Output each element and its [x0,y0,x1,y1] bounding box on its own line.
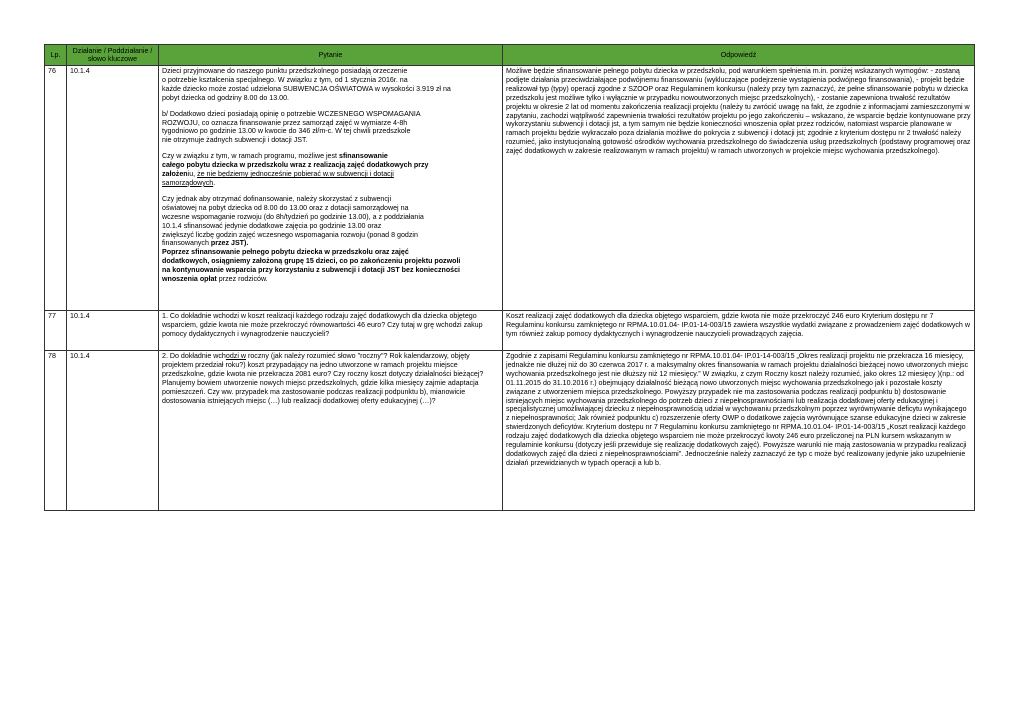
q-line: 10.1.4 sfinansować jedynie dodatkowe zajęcia po godzinie 13.00 oraz [162,221,382,230]
q-line: Poprzez sfinansowanie pełnego pobytu dziecka w przedszkolu oraz zajęć [162,248,409,257]
q-line: założeniu, że nie będziemy jednocześnie pobierać w.w subwencji i dotacji [162,170,394,179]
row-lp: 76 [45,66,67,311]
q-line: dodatkowych, osiągniemy założoną grupę 15 dzieci, co po zakończeniu projektu pozwoli [162,257,461,266]
q-line: wnoszenia opłat przez rodziców. [162,275,268,284]
row-lp: 78 [45,351,67,511]
row-code: 10.1.4 [67,351,159,511]
q-line: o potrzebie kształcenia specjalnego. W związku z tym, od 1 stycznia 2016r. na [162,75,408,84]
q-line: samorządowych. [162,178,216,187]
table-row [45,311,975,351]
q-line: Czy w związku z tym, w ramach programu, możliwe jest sfinansowanie [162,152,388,161]
table-row [45,66,975,311]
row-code: 10.1.4 [67,311,159,351]
q-line: wczesne wspomaganie rozwoju (do 8h/tydzień po godzinie 13.00), a z poddziałania [162,212,424,221]
row-question [159,66,503,311]
row-answer: Możliwe będzie sfinansowanie pełnego pobytu dziecka w przedszkolu, pod warunkiem spełnienia m.in. poniżej wskazanych wymogów: - zostaną podjęte działania przeciwdziałające podwójnemu finansowaniu (wykluczające podejrzenie wystąpienia podwójnego finansowania), - projekt będzie realizował typ (typy) operacji zgodne z SZOOP oraz Regulaminem konkursu (należy przy tym zaznaczyć, że pełne sfinansowanie pobytu w dziecka przedszkolu jest możliwe tylko i wyłącznie w przypadku nowoutworzonych miejsc przedszkolnych), - zostanie zapewniona trwałość rezultatów projektu w okresie 2 lat od momentu zakończenia realizacji projektu (należy tu zwrócić uwagę na fakt, że zgodnie z informacjami zamieszczonymi w zapytaniu, zachodzi wątpliwość zapewnienia trwałości rezultatów projektu po jego zakończeniu – wskazano, że wsparcie będzie kontynuowane przy wykorzystaniu subwencji i dotacji jst, a tym samym nie będzie konieczności wnoszenia opłat przez rodziców, natomiast wsparcie planowane w ramach projektu będzie wykraczało poza działania możliwe do pokrycia z subwencji i dotacji jst; zgodnie z kryterium dostępu nr 2 trwałość należy rozumieć, jako instytucjonalną gotowość ośrodków wychowania przedszkolnego do świadczenia usług przedszkolnych (podstawy programowej oraz zajęć dodatkowych w zakresie realizowanym w ramach projektu) w ramach utworzonych w projekcie miejsc wychowania przedszkolnego). [503,66,975,311]
row-question: 1. Co dokładnie wchodzi w koszt realizacji każdego rodzaju zajęć dodatkowych dla dziecka objętego wsparciem, gdzie kwota nie może przekroczyć równowartości 46 euro? Czy tutaj w grę wchodzi zakup pomocy dydaktycznych i wynagrodzenie nauczycieli? [159,311,503,351]
table-row [45,351,975,511]
q-line: Czy jednak aby otrzymać dofinansowanie, należy skorzystać z subwencji [162,194,392,203]
q-line: każde dziecko może zostać udzielona SUBWENCJA OŚWIATOWA w wysokości 3.919 zł na [162,84,451,93]
q-line: oświatowej na pobyt dziecka od 8.00 do 13.00 oraz z dotacji samorządowej na [162,203,409,212]
q-line: tygodniowo po godzinie 13.00 w kwocie do 346 zł/m-c. W tej chwili przedszkole [162,127,411,136]
q-line: finansowanych przez JST). [162,239,249,248]
q-line: nie otrzymuje żadnych subwencji i dotacji JST. [162,136,308,145]
header-lp: Lp. [45,45,67,66]
header-question: Pytanie [159,45,503,66]
q-line: pobyt dziecka od godziny 8.00 do 13.00. [162,93,289,102]
row-code: 10.1.4 [67,66,159,311]
row-answer: Koszt realizacji zajęć dodatkowych dla dziecka objętego wsparciem, gdzie kwota nie może przekroczyć 246 euro Kryterium dostępu nr 7 Regulaminu konkursu zamkniętego nr RPMA.10.01.04- IP.01-14-003/15 zawiera wszystkie wydatki związane z prowadzeniem zajęć dodatkowych w tym również zakup pomocy dydaktycznych i wynagrodzenie nauczycieli prowadzących zajęcia. [503,311,975,351]
row-lp: 77 [45,311,67,351]
row-answer: Zgodnie z zapisami Regulaminu konkursu zamkniętego nr RPMA.10.01.04- IP.01-14-003/15 „Okres realizacji projektu nie przekracza 16 miesięcy, jednakże nie dłużej niż do 30 czerwca 2017 r. a maksymalny okres finansowania w ramach projektu działalności bieżącej nowo utworzonych miejsc wychowania przedszkolnego jest nie dłuższy niż 12 miesięcy.” W związku, z czym Roczny koszt należy rozumieć, jako okres 12 miesięcy )(np.: od 01.11.2015 do 31.10.2016 r.) obejmujący działalność bieżącą nowo utworzonych miejsc wychowania przedszkolnego jak i pozostałe koszty związane z utworzeniem miejsca przedszkolnego. Powyższy przypadek nie ma zastosowania podczas realizacji podpunktu b) dostosowanie istniejących miejsc wychowania przedszkolnego do potrzeb dzieci z niepełnosprawnościami lub realizacja dodatkowej oferty edukacyjnej i specjalistycznej umożliwiającej dziecku z niepełnosprawnością udział w wychowaniu przedszkolnym poprzez wyrównywanie deficytu wynikającego z niepełnosprawności; Jak również podpunktu c) rozszerzenie oferty OWP o dodatkowe zajęcia wyrównujące szanse edukacyjne dzieci w zakresie stwierdzonych deficytów. Kryterium dostępu nr 7 Regulaminu konkursu zamkniętego nr RPMA.10.01.04- IP.01-14-003/15 „Koszt realizacji każdego rodzaju zajęć dodatkowych dla dziecka objętego wsparciem nie może przekroczyć kwoty 246 euro przeliczonej na PLN kursem wskazanym w regulaminie konkursu (dotyczy jeśli przewiduje się realizację dodatkowych zajęć). Powyższe warunki nie mają zastosowania w przypadku realizacji dodatkowych zajęć dla dzieci z niepełnosprawnościami”. Jednocześnie należy zaznaczyć że typ c może być realizowany jedynie jako uzupełnienie działań przewidzianych w typach operacji a lub b. [503,351,975,511]
row-question: 2. Do dokładnie wchodzi w roczny (jak należy rozumieć słowo "roczny"? Rok kalendarzowy, objęty projektem przedział roku?) koszt przypadający na jedno utworzone w ramach projektu miejsce przedszkolne, gdzie kwota nie przekracza 2081 euro? Czy roczny koszt dotyczy działalności bieżącej? Planujemy bowiem utworzenie nowych miejsc przedszkolnych, gdzie kilka miesięcy zajmie adaptacja pomieszczeń. Czy ww. przypadek ma zastosowanie podczas realizacji podpunktu b), mianowicie dostosowania istniejących miejsc (…) lub realizacji dodatkowej oferty edukacyjnej (…)? [159,351,503,511]
q-line: zwiększyć liczbę godzin zajęć wczesnego wspomagania rozwoju (ponad 8 godzin [162,230,418,239]
q-line: ROZWOJU, co oznacza finansowanie przez samorząd zajęć w wymiarze 4-8h [162,118,408,127]
header-code: Działanie / Poddziałanie / słowo kluczowe [67,45,159,66]
q-line: całego pobytu dziecka w przedszkolu wraz z realizacją zajęć dodatkowych przy [162,161,429,170]
header-row [45,45,975,66]
header-answer: Odpowiedź [503,45,975,66]
q-line: na kontynuowanie wsparcia przy korzystaniu z subwencji i dotacji JST bez konieczności [162,266,461,275]
qa-table [44,44,975,511]
q-line: Dzieci przyjmowane do naszego punktu przedszkolnego posiadają orzeczenie [162,67,408,75]
q-line: b/ Dodatkowo dzieci posiadają opinię o potrzebie WCZESNEGO WSPOMAGANIA [162,109,421,118]
